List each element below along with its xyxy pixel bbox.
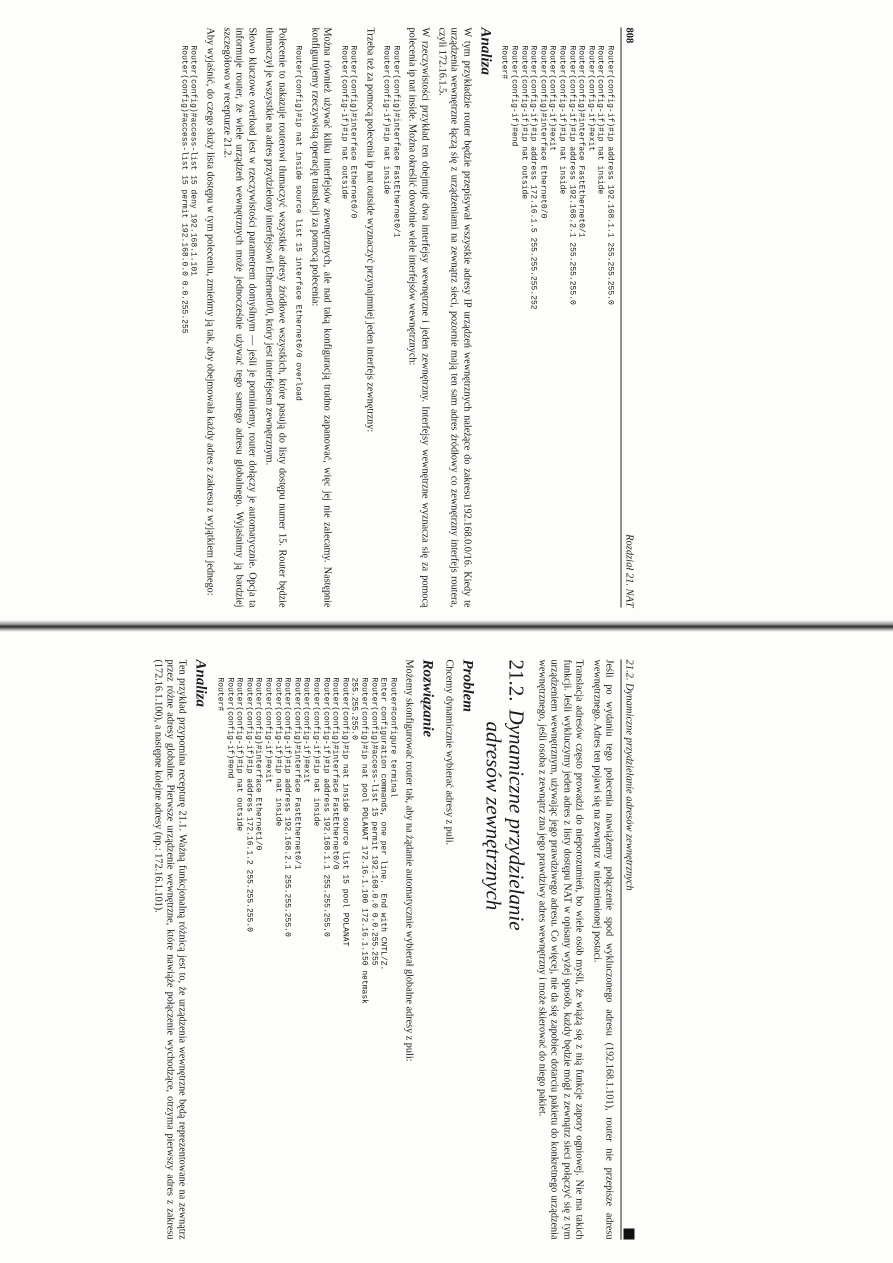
code-block-4: Router(config)#ip nat inside source list 15 interface Ethernet0/0 overload — [293, 45, 303, 401]
analiza-text: Ten przykład przypomina recepturę 21.1. Ważną funkcjonalną różnicą jest to, że urządzenia wewnętrzne będą reprezentowane na zewnątrz przez różne adresy globalne. Pierwsze urządzenie wewnętrzne, które nawiąże połączenie wychodzące, otrzyma pierwszy adres z zakresu (172.16.1.100), a następne kolejne adresy (np.: 172.16.1.101). — [151, 659, 188, 1240]
solution-text: Możemy skonfigurować router tak, aby na żądanie automatycznie wybierał globalne adresy z puli: — [403, 659, 415, 1062]
analiza-heading: Analiza — [192, 659, 209, 708]
problem-heading: Problem — [458, 659, 475, 712]
paragraph-6: Słowo kluczowe overload jest w rzeczywistości parametrem domyślnym — jeśli je pominiemy, router dołączy je automatycznie. Opcja ta informuje router, że wiele urządzeń wewnętrznych może jednocześnie używać tego samego adresu globalnego. Wyjaśnimy ją bardziej szczegółowo w recepturze 21.2. — [221, 27, 257, 608]
right-book-page — [151, 659, 634, 1240]
paragraph-4: Można również używać kilku interfejsów zewnętrznych, ale nad taką konfiguracją trudno zapanować, więc jej nie zalecamy. Następnie konfigurujemy rzeczywistą operację translacji za pomocą polecenia: — [308, 27, 333, 608]
section-title-line-2: adresów zewnętrznych — [480, 721, 505, 911]
paragraph-1: W tym przykładzie router będzie przepisywał wszystkie adresy IP urządzeń wewnętrznych należące do zakresu 192.168.0.0/16. Kiedy te urządzenia wewnętrzne łączą się z urządzeniami na zewnątrz sieci, pozornie mają ten sam adres źródłowy co zewnętrzny interfejs routera, czyli 172.16.1.5. — [436, 27, 472, 608]
section-title — [481, 660, 527, 1240]
paragraph-2: Translacja adresów często prowadzi do nieporozumień, bo wiele osób myśli, że wiążą się z nią funkcje zapory ogniowej. Nie ma takich funkcji. Jeśli wykluczymy jeden adres z listy dostępu NAT w opisany wyżej sposób, każdy będzie mógł z zewnątrz sieci połączyć się z tym urządzeniem wewnętrznym, używając jego prawdziwego adresu. Co więcej, nie da się zapobiec dotarciu pakietu do konkretnego urządzenia wewnętrznego, jeśli osoba z zewnątrz zna jego prawdziwy adres wewnętrzny i może skierować do niego pakiet. — [535, 659, 585, 1240]
code-block-5: Router(config)#access-list 15 deny 192.168.1.101 Router(config)#access-list 15 permit 192.168.0.0 0.0.255.255 — [178, 45, 198, 334]
paragraph-1: Jeśli po wydaniu tego polecenia nawiążemy połączenie spod wykluczonego adresu (192.168.1.101), router nie przepisze adresu wewnętrznego. Adres ten pojawi się na zewnątrz w niezmienionej postaci. — [590, 659, 614, 1240]
code-block-1: Router(config-if)#ip address 192.168.1.1 255.255.255.0 Router(config-if)#ip nat inside Router(config-if)#exit Router(config)#interface FastEthernet0/1 Router(config-if)#ip address 192.168.2.1 255.255.255.0 Router(config-if)#ip nat inside Router(config-if)#exit Router(config)#interface Ethernet0/0 Router(config-if)#ip address 172.16.1.5 255.255.255.252 Router(config-if)#ip nat outside Router(config-if)#end Router# — [499, 45, 614, 310]
analiza-heading: Analiza — [476, 27, 493, 76]
paragraph-3: Trzeba też za pomocą polecenia ip nat outside wyznaczyć przynajmniej jeden interfejs zewnętrzny: — [363, 27, 375, 433]
code-block-2: Router(config)#interface FastEthernet0/1 Router(config-if)#ip nat inside — [381, 45, 400, 238]
solution-heading: Rozwiązanie — [419, 659, 436, 738]
book-spine-divider — [0, 620, 893, 632]
section-number: 21.2. — [503, 659, 528, 702]
running-header — [620, 28, 634, 608]
problem-text: Chcemy dynamicznie wybierać adresy z puli. — [442, 659, 454, 846]
section-running-title: 21.2. Dynamiczne przydzielanie adresów zewnętrznych — [623, 659, 634, 891]
paragraph-2: W rzeczywistości przykład ten obejmuje dwa interfejsy wewnętrzne i jeden zewnętrzny. Interfejsy wewnętrzne wyznacza się za pomocą polecenia ip nat inside. Można określić dowolnie wiele interfejsów wewnętrznych: — [406, 27, 430, 608]
solution-code-block: Router#configure terminal Enter configuration commands, one per line. End with CNTL/Z. Router(config)#access-list 15 permit 192.168.0.0 0.0.255.255 Router(config)#ip nat pool POLANAT 172.16.1.100 172.16.1.150 netmask 255.255.255.0 Router(config)#ip nat inside source list 15 pool POLANAT Router(config)#interface FastEthernet0/0 Router(config-if)#ip address 192.168.1.1 255.255.255.0 Router(config-if)#ip nat inside Router(config-if)#exit Router(config)#interface FastEthernet0/1 Router(config-if)#ip address 192.168.2.1 255.255.255.0 Router(config-if)#ip nat inside Router(config-if)#exit Router(config)#interface Ethernet1/0 Router(config-if)#ip address 172.16.1.2 255.255.255.0 Router(config-if)#ip nat outside Router(config-if)#end Router# — [215, 677, 397, 1004]
paragraph-7: Aby wyjaśnić, do czego służy lista dostępu w tym poleceniu, zmieńmy ją tak, aby obejmowała każdy adres z zakresu z wyjątkiem jednego: — [203, 27, 215, 596]
left-book-page — [178, 27, 634, 608]
section-title-line-1: Dynamiczne przydzielanie — [503, 709, 528, 931]
page-marker-block — [623, 1229, 634, 1240]
code-block-3: Router(config)#interface Ethernet0/0 Router(config-if)#ip nat outside — [338, 45, 358, 219]
chapter-title: Rozdział 21. NAT — [623, 534, 634, 608]
page-number: 808 — [623, 27, 634, 44]
running-header — [620, 660, 634, 1240]
paragraph-5: Polecenie to nakazuje routerowi tłumaczyć wszystkie adresy źródłowe wszystkich, które pasują do listy dostępu numer 15. Router będzie tłumaczył je wszystkie na adres przydzielony interfejsowi Ethernet0/0, który jest interfejsem zewnętrznym. — [263, 27, 287, 608]
